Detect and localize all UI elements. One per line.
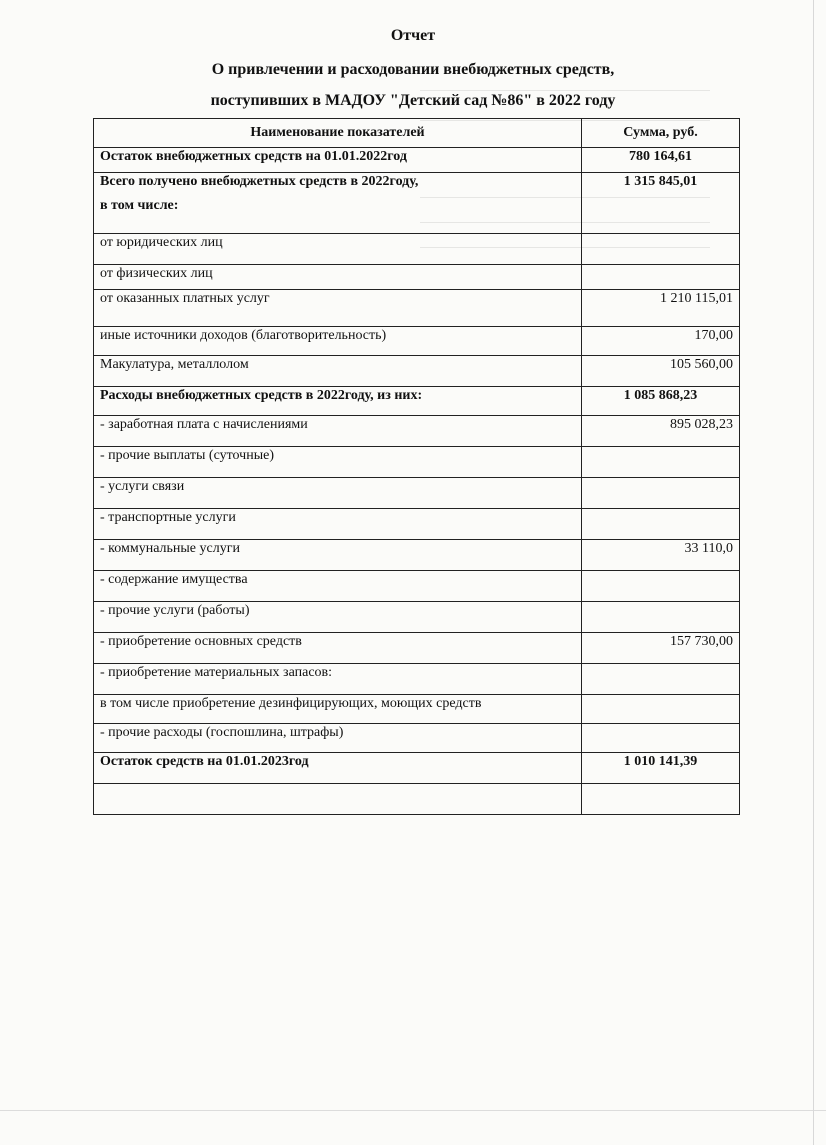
row-sum bbox=[582, 784, 740, 815]
row-name: - заработная плата с начислениями bbox=[94, 416, 582, 447]
report-title: Отчет bbox=[390, 27, 436, 44]
row-name: от юридических лиц bbox=[94, 234, 582, 265]
row-sum bbox=[582, 478, 740, 509]
table-row bbox=[94, 327, 740, 356]
header-sum: Сумма, руб. bbox=[582, 119, 740, 148]
table-row bbox=[94, 234, 740, 265]
row-sum: 1 210 115,01 bbox=[582, 290, 740, 327]
table-row bbox=[94, 148, 740, 173]
report-table bbox=[93, 118, 740, 815]
table-row bbox=[94, 633, 740, 664]
row-name: от оказанных платных услуг bbox=[94, 290, 582, 327]
row-name: - транспортные услуги bbox=[94, 509, 582, 540]
table-row bbox=[94, 695, 740, 724]
table-row bbox=[94, 571, 740, 602]
row-name: Расходы внебюджетных средств в 2022году, из них: bbox=[94, 387, 582, 416]
report-subtitle-line2: поступивших в МАДОУ "Детский сад №86" в 2022 году bbox=[210, 92, 616, 109]
table-header-row bbox=[94, 119, 740, 148]
row-name-line1: Всего получено внебюджетных средств в 2022году, bbox=[100, 174, 419, 189]
row-name: Остаток внебюджетных средств на 01.01.2022год bbox=[94, 148, 582, 173]
row-sum bbox=[582, 234, 740, 265]
row-name: Макулатура, металлолом bbox=[94, 356, 582, 387]
row-sum bbox=[582, 447, 740, 478]
table-row bbox=[94, 724, 740, 753]
row-sum bbox=[582, 265, 740, 290]
row-name: иные источники доходов (благотворительность) bbox=[94, 327, 582, 356]
row-sum: 1 315 845,01 bbox=[582, 173, 740, 234]
table-row bbox=[94, 540, 740, 571]
row-name: - прочие расходы (госпошлина, штрафы) bbox=[94, 724, 582, 753]
row-sum: 780 164,61 bbox=[582, 148, 740, 173]
header-name: Наименование показателей bbox=[94, 119, 582, 148]
row-name bbox=[94, 784, 582, 815]
row-name: - прочие услуги (работы) bbox=[94, 602, 582, 633]
table-row bbox=[94, 265, 740, 290]
row-sum bbox=[582, 602, 740, 633]
row-name-line2: в том числе: bbox=[100, 198, 179, 213]
scan-bottom-edge bbox=[0, 1110, 826, 1111]
table-row bbox=[94, 509, 740, 540]
row-sum bbox=[582, 571, 740, 602]
row-name: от физических лиц bbox=[94, 265, 582, 290]
table-row bbox=[94, 416, 740, 447]
row-name bbox=[94, 173, 582, 234]
row-name: - приобретение основных средств bbox=[94, 633, 582, 664]
row-sum: 1 010 141,39 bbox=[582, 753, 740, 784]
row-name: - коммунальные услуги bbox=[94, 540, 582, 571]
row-name: - прочие выплаты (суточные) bbox=[94, 447, 582, 478]
table-row bbox=[94, 387, 740, 416]
table-row bbox=[94, 290, 740, 327]
table-row bbox=[94, 356, 740, 387]
row-sum bbox=[582, 509, 740, 540]
row-sum: 895 028,23 bbox=[582, 416, 740, 447]
row-sum: 1 085 868,23 bbox=[582, 387, 740, 416]
row-sum: 157 730,00 bbox=[582, 633, 740, 664]
row-name: в том числе приобретение дезинфицирующих, моющих средств bbox=[94, 695, 582, 724]
row-name: - содержание имущества bbox=[94, 571, 582, 602]
row-sum bbox=[582, 664, 740, 695]
row-name: Остаток средств на 01.01.2023год bbox=[94, 753, 582, 784]
row-name: - приобретение материальных запасов: bbox=[94, 664, 582, 695]
row-name: - услуги связи bbox=[94, 478, 582, 509]
table-row bbox=[94, 478, 740, 509]
row-sum: 105 560,00 bbox=[582, 356, 740, 387]
row-sum: 170,00 bbox=[582, 327, 740, 356]
row-sum: 33 110,0 bbox=[582, 540, 740, 571]
table-row bbox=[94, 753, 740, 784]
table-row bbox=[94, 173, 740, 234]
table-row bbox=[94, 447, 740, 478]
table-row bbox=[94, 602, 740, 633]
row-sum bbox=[582, 724, 740, 753]
table-row-empty bbox=[94, 784, 740, 815]
report-subtitle-line1: О привлечении и расходовании внебюджетных средств, bbox=[211, 61, 615, 78]
row-sum bbox=[582, 695, 740, 724]
table-row bbox=[94, 664, 740, 695]
